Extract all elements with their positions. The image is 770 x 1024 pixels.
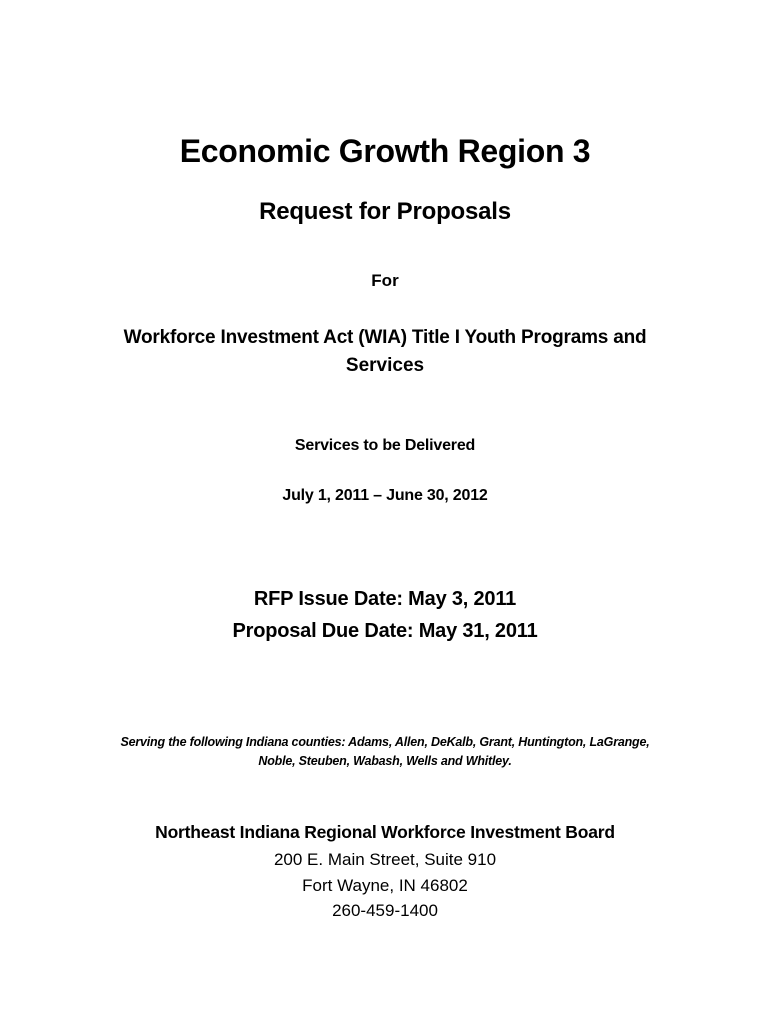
proposal-due-date: Proposal Due Date: May 31, 2011 [232,620,538,642]
services-label: Services to be Delivered [294,437,476,454]
address-line1: 200 E. Main Street, Suite 910 [273,850,497,869]
organization-name: Northeast Indiana Regional Workforce Investment Board [155,822,615,842]
service-dates: July 1, 2011 – June 30, 2012 [282,487,488,504]
rfp-issue-date: RFP Issue Date: May 3, 2011 [253,588,517,610]
document-subtitle: Request for Proposals [259,198,511,225]
program-title-line1: Workforce Investment Act (WIA) Title I Youth Programs and [123,327,647,348]
phone-number: 260-459-1400 [332,901,438,920]
counties-line1: Serving the following Indiana counties: Adams, Allen, DeKalb, Grant, Huntington, LaGrange, [120,735,650,749]
document-title: Economic Growth Region 3 [179,133,591,169]
address-line2: Fort Wayne, IN 46802 [302,876,468,895]
program-title-line2: Services [345,355,425,376]
for-label: For [371,271,399,290]
counties-line2: Noble, Steuben, Wabash, Wells and Whitley. [258,754,512,768]
